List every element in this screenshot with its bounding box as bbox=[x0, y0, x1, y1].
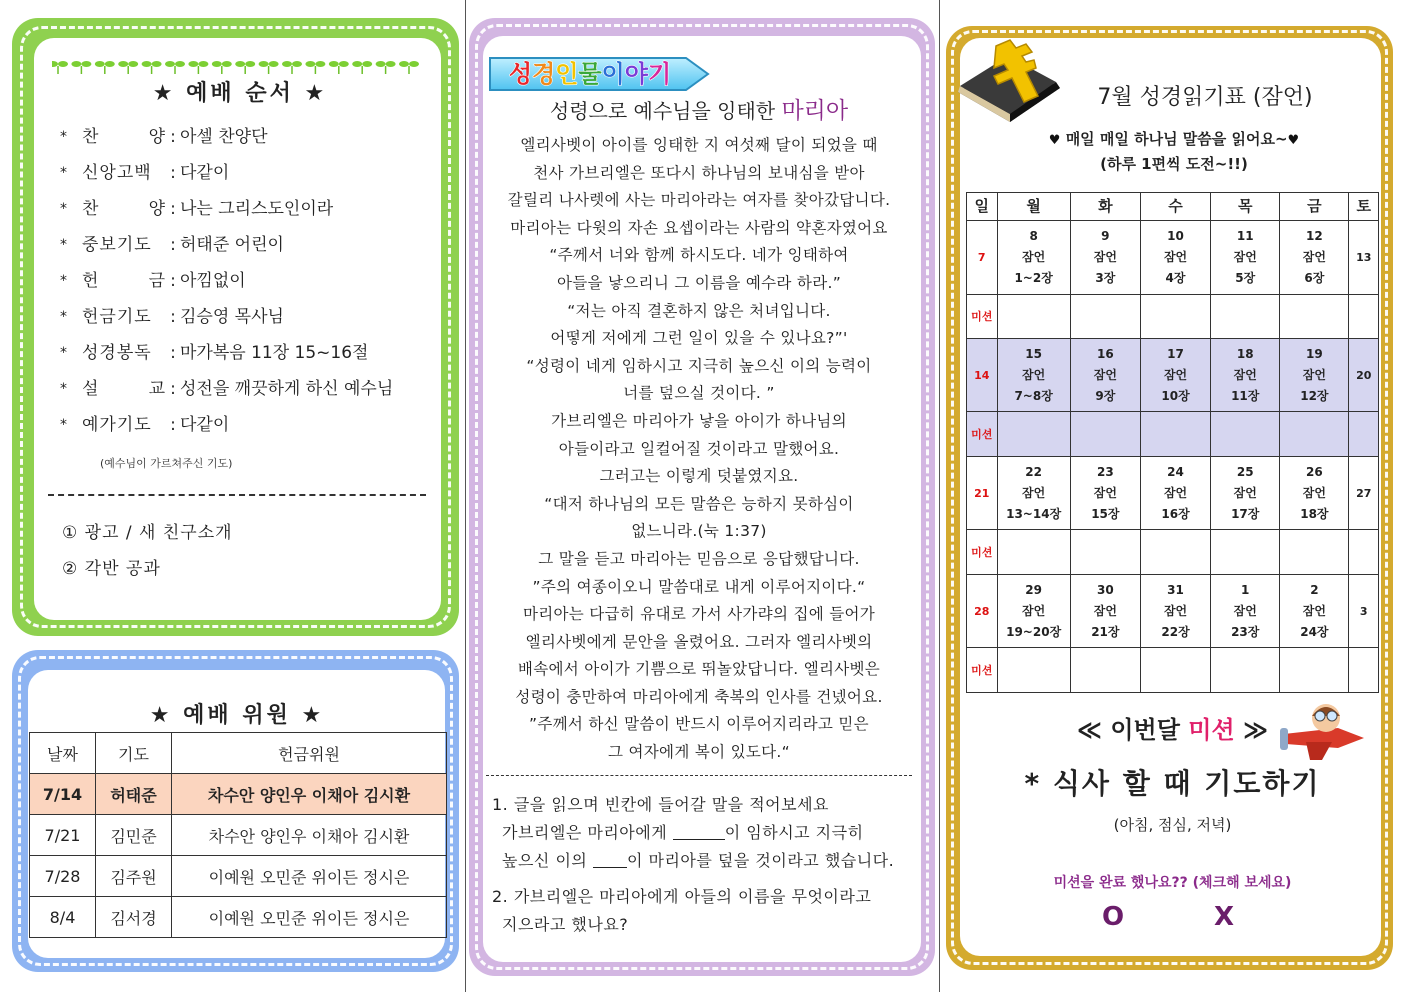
reading-day-chapter: 19~20장 bbox=[1006, 624, 1062, 639]
order-item-value: 김승영 목사님 bbox=[180, 307, 284, 327]
story-line: 그러고는 이렇게 덧붙였지요. bbox=[599, 467, 799, 486]
mission-label: 미션 bbox=[967, 648, 998, 693]
order-item-label bbox=[82, 374, 166, 410]
reading-day-chapter: 13~14장 bbox=[1006, 506, 1062, 521]
reading-day-cell[interactable] bbox=[1070, 221, 1140, 294]
member-date: 7/28 bbox=[30, 856, 96, 897]
worship-members-title: ★ 예배 위원 ★ bbox=[149, 703, 325, 728]
reading-day-book: 잠언 bbox=[1302, 485, 1326, 500]
reading-day-book: 잠언 bbox=[1093, 603, 1117, 618]
reading-day-date: 30 bbox=[1096, 582, 1114, 597]
mission-check-cell[interactable] bbox=[997, 648, 1070, 693]
calendar-header-row bbox=[967, 193, 1379, 221]
story-body bbox=[486, 132, 912, 767]
reading-day-book: 잠언 bbox=[1302, 367, 1326, 382]
bullet: * bbox=[60, 273, 67, 289]
reading-day-chapter: 12장 bbox=[1300, 388, 1329, 403]
story-banner bbox=[486, 50, 712, 96]
question-1-text: 높으신 이의 bbox=[502, 851, 593, 870]
blank-1[interactable] bbox=[673, 824, 725, 840]
table-row bbox=[30, 774, 447, 815]
separator: : bbox=[170, 415, 176, 435]
reading-day-book: 잠언 bbox=[1022, 485, 1046, 500]
reading-day-chapter: 5장 bbox=[1235, 271, 1256, 286]
mission-label: 미션 bbox=[967, 412, 998, 457]
sunday-date: 28 bbox=[967, 575, 998, 648]
separator: : bbox=[170, 343, 176, 363]
story-line: 배속에서 아이가 기쁨으로 뛰놀았답니다. 엘리사벳은 bbox=[517, 660, 881, 679]
member-date: 8/4 bbox=[30, 897, 96, 938]
reading-day-cell[interactable] bbox=[1140, 457, 1210, 530]
reading-day-date: 17 bbox=[1167, 346, 1184, 361]
question-1-text: 이 임하시고 지극히 bbox=[724, 823, 864, 842]
bullet: * bbox=[60, 129, 67, 145]
reading-day-book: 잠언 bbox=[1093, 250, 1117, 265]
calendar-week-row bbox=[967, 221, 1379, 294]
member-date: 7/21 bbox=[30, 815, 96, 856]
reading-day-cell[interactable] bbox=[1070, 457, 1140, 530]
story-line: 성령이 충만하여 마리아에게 축복의 인사를 건넸어요. bbox=[515, 687, 883, 706]
separator: : bbox=[170, 271, 176, 291]
airplane-pilot-icon bbox=[1276, 698, 1368, 764]
saturday-date: 13 bbox=[1349, 221, 1379, 294]
order-item-label-part: 양 bbox=[148, 199, 166, 219]
order-item-value: 나는 그리스도인이라 bbox=[180, 199, 334, 219]
story-line: “저는 아직 결혼하지 않은 처녀입니다. bbox=[567, 301, 831, 320]
question-1-text: 이 마리아를 덮을 것이라고 했습니다. bbox=[626, 851, 895, 870]
mission-meals: (아침, 점심, 저녁) bbox=[1113, 816, 1232, 834]
reading-day-book: 잠언 bbox=[1163, 603, 1188, 618]
story-line: 엘리사벳에게 문안을 올렸어요. 그러자 엘리사벳의 bbox=[525, 632, 873, 651]
order-item bbox=[60, 266, 440, 302]
order-item-value: 다같이 bbox=[180, 163, 230, 183]
order-item-label-part: 예가기도 bbox=[82, 415, 152, 435]
order-item-label bbox=[82, 410, 166, 446]
story-line: 어떻게 저에게 그런 일이 있을 수 있나요?”' bbox=[550, 329, 848, 348]
reading-day-date: 15 bbox=[1025, 346, 1042, 361]
header-prayer: 기도 bbox=[96, 733, 172, 774]
mission-row bbox=[967, 648, 1379, 693]
mission-heading-text: ≪ 이번달 bbox=[1076, 716, 1189, 744]
reading-day-chapter: 3장 bbox=[1095, 271, 1116, 286]
reading-day-cell[interactable] bbox=[1140, 575, 1210, 648]
reading-day-cell[interactable] bbox=[1280, 457, 1349, 530]
heart-icon: ♥ bbox=[1048, 133, 1061, 148]
order-item bbox=[60, 302, 440, 338]
member-prayer: 허태준 bbox=[96, 774, 172, 815]
mission-check-cell[interactable] bbox=[997, 294, 1070, 339]
order-item-label bbox=[82, 194, 166, 230]
story-title bbox=[486, 92, 912, 125]
header-date: 날짜 bbox=[30, 733, 96, 774]
reading-day-chapter: 23장 bbox=[1231, 624, 1260, 639]
saturday-date: 27 bbox=[1349, 457, 1379, 530]
reading-day-date: 9 bbox=[1101, 229, 1110, 244]
mission-check-cell[interactable] bbox=[1070, 530, 1140, 575]
order-item-value: 허태준 어린이 bbox=[180, 235, 284, 255]
reading-day-book: 잠언 bbox=[1022, 603, 1046, 618]
member-offering: 차수안 양인우 이채아 김시환 bbox=[172, 815, 447, 856]
reading-day-book: 잠언 bbox=[1302, 250, 1326, 265]
member-offering: 차수안 양인우 이채아 김시환 bbox=[172, 774, 447, 815]
reading-day-date: 31 bbox=[1167, 582, 1184, 597]
order-item bbox=[60, 410, 440, 446]
mission-check-cell[interactable] bbox=[1211, 294, 1280, 339]
story-line: 그 여자에게 복이 있도다.“ bbox=[608, 743, 790, 762]
calendar-week-row bbox=[967, 339, 1379, 412]
bullet: * bbox=[60, 237, 67, 253]
reading-plan-challenge: (하루 1편씩 도전~!!) bbox=[1100, 155, 1248, 173]
order-item-label bbox=[82, 158, 166, 194]
reading-day-cell[interactable] bbox=[997, 339, 1070, 412]
weekday-label: 금 bbox=[1280, 193, 1349, 221]
separator: : bbox=[170, 379, 176, 399]
story-line: 마리아는 다윗의 자손 요셉이라는 사람의 약혼자였어요 bbox=[510, 218, 888, 237]
order-item-label bbox=[82, 122, 166, 158]
mission-check-cell[interactable] bbox=[1070, 648, 1140, 693]
mission-check-cell[interactable] bbox=[1349, 648, 1379, 693]
mission-label: 미션 bbox=[967, 530, 998, 575]
story-line: “주께서 너와 함께 하시도다. 네가 잉태하여 bbox=[549, 246, 849, 265]
mission-row bbox=[967, 294, 1379, 339]
order-item bbox=[60, 158, 440, 194]
story-line: 너를 덮으실 것이다. ” bbox=[623, 384, 775, 403]
reading-day-chapter: 22장 bbox=[1161, 624, 1190, 639]
mission-check-cell[interactable] bbox=[1280, 530, 1349, 575]
reading-day-chapter: 7~8장 bbox=[1014, 388, 1053, 403]
heart-icon: ♥ bbox=[1287, 133, 1300, 148]
question-1-fill-line bbox=[502, 848, 894, 871]
reading-day-book: 잠언 bbox=[1233, 603, 1257, 618]
sprout-border-decoration bbox=[52, 56, 424, 76]
story-line: 갈릴리 나사렛에 사는 마리아라는 여자를 찾아갔답니다. bbox=[507, 191, 891, 210]
reading-day-book: 잠언 bbox=[1093, 485, 1117, 500]
reading-day-date: 8 bbox=[1029, 229, 1038, 244]
reading-day-chapter: 17장 bbox=[1231, 506, 1260, 521]
mission-check-cell[interactable] bbox=[1070, 412, 1140, 457]
reading-day-cell[interactable] bbox=[1070, 575, 1140, 648]
bullet: * bbox=[60, 309, 67, 325]
order-item-label-part: 신앙고백 bbox=[82, 163, 152, 183]
reading-day-chapter: 1~2장 bbox=[1014, 271, 1053, 286]
reading-day-chapter: 9장 bbox=[1095, 388, 1116, 403]
mission-check-cell[interactable] bbox=[1211, 530, 1280, 575]
table-header-row bbox=[30, 733, 447, 774]
order-item-label-part: 양 bbox=[148, 127, 166, 147]
reading-plan-subtitle bbox=[966, 128, 1382, 149]
reading-day-book: 잠언 bbox=[1022, 250, 1046, 265]
reading-day-cell[interactable] bbox=[1211, 575, 1280, 648]
order-item-value: 다같이 bbox=[180, 415, 230, 435]
reading-day-date: 22 bbox=[1025, 464, 1042, 479]
mission-text: * 식사 할 때 기도하기 bbox=[1024, 767, 1321, 800]
mission-check-cell[interactable] bbox=[1349, 412, 1379, 457]
weekday-label: 목 bbox=[1211, 193, 1280, 221]
bullet: * bbox=[60, 417, 67, 433]
weekday-label: 월 bbox=[997, 193, 1070, 221]
story-line: 아들이라고 일컬어질 것이라고 말했어요. bbox=[558, 439, 840, 458]
order-item-label-part: 금 bbox=[148, 271, 166, 291]
story-line: “대저 하나님의 모든 말씀은 능하지 못하심이 bbox=[544, 494, 854, 513]
story-line: ”주의 여종이오니 말씀대로 내게 이루어지이다.“ bbox=[532, 577, 866, 596]
reading-day-cell[interactable] bbox=[997, 221, 1070, 294]
separator: : bbox=[170, 235, 176, 255]
story-line: ”주께서 하신 말씀이 반드시 이루어지리라고 믿은 bbox=[529, 715, 869, 734]
mission-o-mark[interactable]: O bbox=[1102, 902, 1125, 932]
mission-row bbox=[967, 412, 1379, 457]
member-prayer: 김주원 bbox=[96, 856, 172, 897]
worship-order-list bbox=[60, 122, 440, 446]
reading-day-cell[interactable] bbox=[1211, 339, 1280, 412]
mission-check-cell[interactable] bbox=[1140, 294, 1210, 339]
story-line: “성령이 네게 임하시고 지극히 높으신 이의 능력이 bbox=[526, 356, 872, 375]
order-item-label-part: 헌 bbox=[82, 271, 100, 291]
order-item-label bbox=[82, 302, 166, 338]
reading-day-cell[interactable] bbox=[1211, 221, 1280, 294]
bullet: * bbox=[60, 345, 67, 361]
saturday-date: 20 bbox=[1349, 339, 1379, 412]
order-item-label bbox=[82, 338, 166, 374]
mission-check-cell[interactable] bbox=[1070, 294, 1140, 339]
sunday-date: 7 bbox=[967, 221, 998, 294]
reading-day-date: 25 bbox=[1236, 464, 1254, 479]
order-item-value: 아낌없이 bbox=[180, 271, 246, 291]
order-item-label-part: 교 bbox=[148, 379, 166, 399]
reading-day-book: 잠언 bbox=[1093, 367, 1117, 382]
reading-day-chapter: 16장 bbox=[1161, 506, 1190, 521]
reading-day-cell[interactable] bbox=[1140, 221, 1210, 294]
order-item bbox=[60, 122, 440, 158]
story-title-prefix: 성령으로 예수님을 잉태한 bbox=[549, 99, 782, 123]
mission-heading-text: ≫ bbox=[1234, 716, 1269, 744]
bullet: * bbox=[60, 201, 67, 217]
worship-members-table bbox=[29, 732, 447, 938]
story-line: 엘리사벳이 아이를 잉태한 지 여섯째 달이 되었을 때 bbox=[520, 136, 878, 154]
reading-day-book: 잠언 bbox=[1302, 603, 1326, 618]
calendar-week-row bbox=[967, 457, 1379, 530]
reading-day-date: 19 bbox=[1306, 346, 1323, 361]
reading-day-book: 잠언 bbox=[1163, 485, 1188, 500]
order-item bbox=[60, 194, 440, 230]
weekday-label: 일 bbox=[967, 193, 998, 221]
reading-day-chapter: 6장 bbox=[1304, 271, 1325, 286]
header-offering: 헌금위원 bbox=[172, 733, 447, 774]
reading-day-date: 1 bbox=[1241, 582, 1250, 597]
table-row bbox=[30, 897, 447, 938]
question-1-fill-line bbox=[502, 820, 864, 843]
question-1: 1. 글을 읽으며 빈칸에 들어갈 말을 적어보세요 bbox=[492, 795, 829, 814]
column-divider bbox=[939, 0, 940, 992]
reading-day-book: 잠언 bbox=[1022, 367, 1046, 382]
reading-day-cell[interactable] bbox=[1211, 457, 1280, 530]
story-line: 그 말을 듣고 마리아는 믿음으로 응답했답니다. bbox=[538, 549, 860, 568]
order-item-label bbox=[82, 266, 166, 302]
weekday-label: 화 bbox=[1070, 193, 1140, 221]
calendar-week-row bbox=[967, 575, 1379, 648]
reading-day-date: 2 bbox=[1310, 582, 1319, 597]
reading-day-date: 23 bbox=[1096, 464, 1114, 479]
separator: : bbox=[170, 307, 176, 327]
order-item-label-part: 헌금기도 bbox=[82, 307, 152, 327]
reading-day-book: 잠언 bbox=[1163, 367, 1188, 382]
order-item-value: 성전을 깨끗하게 하신 예수님 bbox=[180, 379, 394, 399]
table-row bbox=[30, 856, 447, 897]
reading-day-cell[interactable] bbox=[997, 575, 1070, 648]
svg-text:성경인물이야기: 성경인물이야기 bbox=[508, 60, 672, 88]
weekday-label: 토 bbox=[1349, 193, 1379, 221]
story-line: 천사 가브리엘은 또다시 하나님의 보내심을 받아 bbox=[533, 163, 865, 182]
reading-plan-title: 7월 성경읽기표 (잠언) bbox=[1097, 85, 1313, 110]
reading-day-cell[interactable] bbox=[1070, 339, 1140, 412]
mission-check-cell[interactable] bbox=[1211, 648, 1280, 693]
order-item-value: 마가복음 11장 15~16절 bbox=[180, 343, 369, 363]
reading-day-date: 10 bbox=[1167, 229, 1184, 244]
separator: : bbox=[170, 199, 176, 219]
column-divider bbox=[465, 0, 466, 992]
reading-day-cell[interactable] bbox=[1280, 575, 1349, 648]
story-line: 아들을 낳으리니 그 이름을 예수라 하라.” bbox=[556, 273, 842, 292]
bible-cross-icon bbox=[952, 30, 1062, 126]
blank-2[interactable] bbox=[593, 852, 627, 868]
saturday-date: 3 bbox=[1349, 575, 1379, 648]
notice-class-study: ② 각반 공과 bbox=[62, 559, 161, 579]
reading-day-date: 26 bbox=[1306, 464, 1323, 479]
order-item-value: 아셀 찬양단 bbox=[180, 127, 268, 147]
section-divider bbox=[48, 494, 426, 496]
bullet: * bbox=[60, 165, 67, 181]
member-date: 7/14 bbox=[30, 774, 96, 815]
reading-day-cell[interactable] bbox=[1140, 339, 1210, 412]
mission-check-cell[interactable] bbox=[1140, 530, 1210, 575]
reading-day-chapter: 10장 bbox=[1161, 388, 1190, 403]
section-divider bbox=[486, 775, 912, 776]
question-2: 2. 가브리엘은 마리아에게 아들의 이름을 무엇이라고 bbox=[492, 887, 872, 906]
worship-order-title: ★ 예배 순서 ★ bbox=[152, 81, 328, 106]
separator: : bbox=[170, 127, 176, 147]
mission-check-prompt: 미션을 완료 했나요?? (체크해 보세요) bbox=[1053, 875, 1292, 891]
order-item bbox=[60, 230, 440, 266]
order-item bbox=[60, 338, 440, 374]
reading-day-book: 잠언 bbox=[1233, 250, 1257, 265]
mission-label: 미션 bbox=[967, 294, 998, 339]
reading-day-cell[interactable] bbox=[1280, 221, 1349, 294]
reading-day-date: 24 bbox=[1167, 464, 1184, 479]
member-offering: 이예원 오민준 위이든 정시은 bbox=[172, 856, 447, 897]
order-item-label bbox=[82, 230, 166, 266]
mission-check-cell[interactable] bbox=[997, 412, 1070, 457]
sunday-date: 21 bbox=[967, 457, 998, 530]
member-prayer: 김서경 bbox=[96, 897, 172, 938]
reading-day-book: 잠언 bbox=[1233, 485, 1257, 500]
order-item-label-part: 찬 bbox=[82, 199, 100, 219]
mission-check-cell[interactable] bbox=[1349, 530, 1379, 575]
order-item-label-part: 중보기도 bbox=[82, 235, 152, 255]
story-line: 마리아는 다급히 유대로 가서 사가랴의 집에 들어가 bbox=[522, 605, 876, 624]
sunday-date: 14 bbox=[967, 339, 998, 412]
reading-day-book: 잠언 bbox=[1163, 250, 1188, 265]
order-item-label-part: 찬 bbox=[82, 127, 100, 147]
lords-prayer-note: (예수님이 가르쳐주신 기도) bbox=[100, 457, 233, 470]
mission-check-cell[interactable] bbox=[1349, 294, 1379, 339]
order-item-label-part: 설 bbox=[82, 379, 100, 399]
member-prayer: 김민준 bbox=[96, 815, 172, 856]
notice-announcement: ① 광고 / 새 친구소개 bbox=[62, 523, 233, 543]
reading-day-chapter: 24장 bbox=[1300, 624, 1329, 639]
reading-plan-subtitle-text: 매일 매일 하나님 말씀을 읽어요~ bbox=[1065, 130, 1288, 148]
order-item bbox=[60, 374, 440, 410]
mission-check-cell[interactable] bbox=[1280, 294, 1349, 339]
reading-calendar bbox=[966, 192, 1379, 693]
reading-day-chapter: 15장 bbox=[1091, 506, 1120, 521]
question-1-text: 가브리엘은 마리아에게 bbox=[502, 823, 673, 842]
reading-day-chapter: 18장 bbox=[1300, 506, 1329, 521]
weekday-label: 수 bbox=[1140, 193, 1210, 221]
mission-check-cell[interactable] bbox=[1280, 412, 1349, 457]
reading-day-date: 11 bbox=[1236, 229, 1254, 244]
reading-day-date: 12 bbox=[1306, 229, 1323, 244]
reading-day-cell[interactable] bbox=[1280, 339, 1349, 412]
bullet: * bbox=[60, 381, 67, 397]
mission-check-cell[interactable] bbox=[1211, 412, 1280, 457]
reading-day-chapter: 21장 bbox=[1091, 624, 1120, 639]
separator: : bbox=[170, 163, 176, 183]
reading-day-cell[interactable] bbox=[997, 457, 1070, 530]
question-2-cont: 지으라고 했나요? bbox=[502, 915, 629, 934]
reading-day-date: 18 bbox=[1236, 346, 1254, 361]
mission-check-cell[interactable] bbox=[997, 530, 1070, 575]
reading-day-chapter: 4장 bbox=[1165, 271, 1186, 286]
story-line: 가브리엘은 마리아가 낳을 아이가 하나님의 bbox=[551, 411, 847, 430]
mission-x-mark[interactable]: X bbox=[1214, 902, 1235, 932]
mission-heading-red: 미션 bbox=[1188, 716, 1235, 744]
story-title-name: 마리아 bbox=[781, 98, 849, 124]
mission-check-cell[interactable] bbox=[1140, 412, 1210, 457]
reading-day-book: 잠언 bbox=[1233, 367, 1257, 382]
table-row bbox=[30, 815, 447, 856]
mission-check-cell[interactable] bbox=[1140, 648, 1210, 693]
reading-day-chapter: 11장 bbox=[1231, 388, 1260, 403]
order-item-label-part: 성경봉독 bbox=[82, 343, 152, 363]
reading-day-date: 29 bbox=[1025, 582, 1042, 597]
mission-check-cell[interactable] bbox=[1280, 648, 1349, 693]
mission-row bbox=[967, 530, 1379, 575]
story-line: 없느니라.(눅 1:37) bbox=[631, 522, 767, 541]
reading-day-date: 16 bbox=[1096, 346, 1114, 361]
member-offering: 이예원 오민준 위이든 정시은 bbox=[172, 897, 447, 938]
